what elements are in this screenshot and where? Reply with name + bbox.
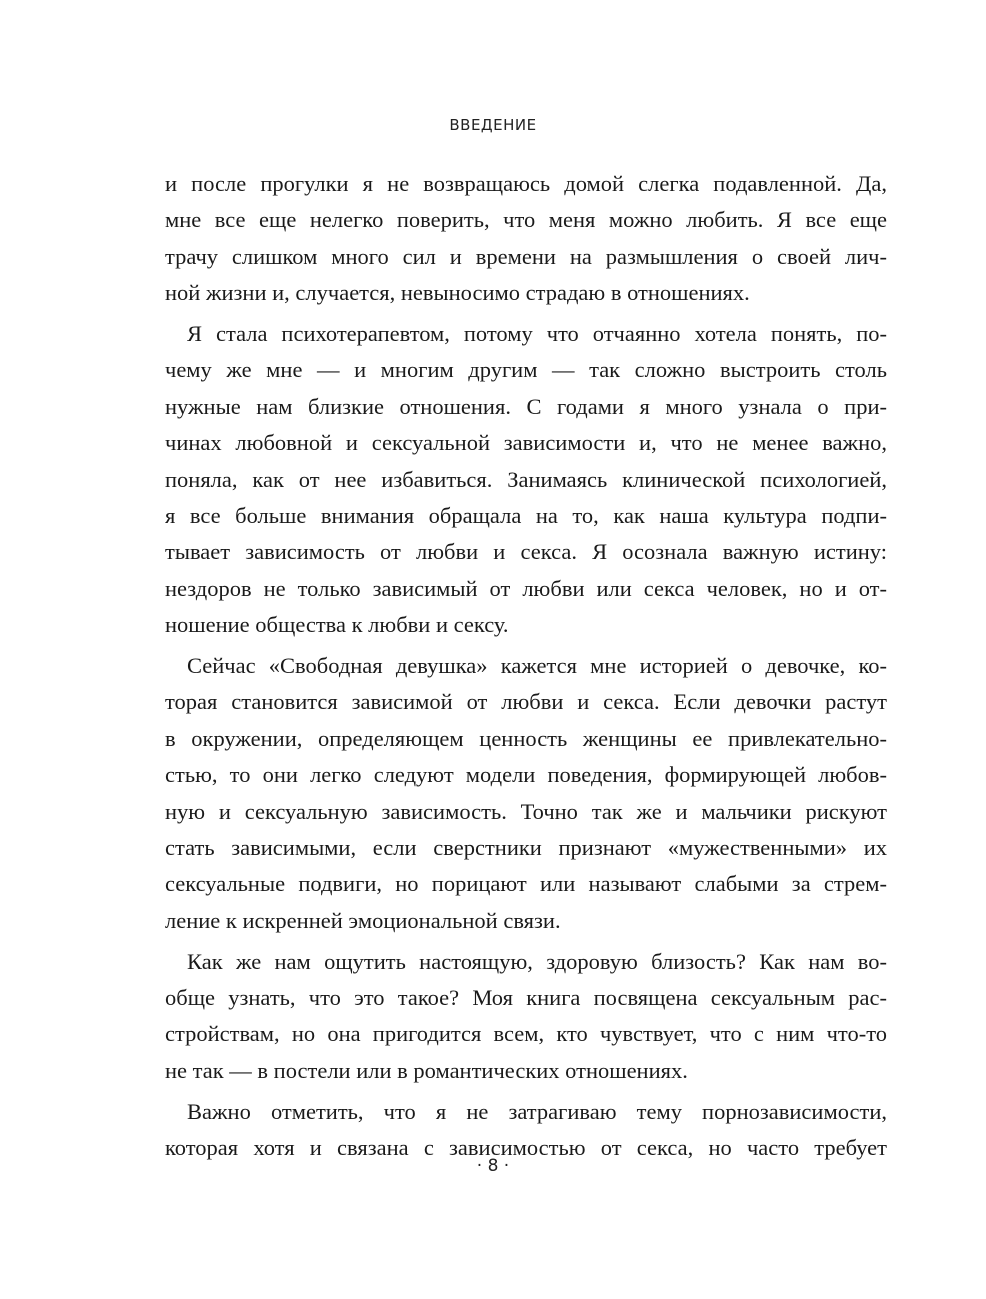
text-line: в окружении, определяющем ценность женщины ее привлекательно- (165, 725, 887, 751)
text-line: трачу слишком много сил и времени на размышления о своей лич- (165, 243, 887, 269)
text-line: стройствам, но она пригодится всем, кто чувствует, что с ним что-то (165, 1021, 887, 1047)
text-line: ной жизни и, случается, невыносимо страдаю в отношениях. (165, 280, 750, 306)
text-line: не так — в постели или в романтических отношениях. (165, 1057, 688, 1083)
text-line: тывает зависимость от любви и секса. Я осознала важную истину: (165, 539, 887, 565)
text-line: Важно отметить, что я не затрагиваю тему порнозависимости, (187, 1098, 887, 1124)
paragraph (165, 944, 887, 1090)
text-line: Сейчас «Свободная девушка» кажется мне историей о девочке, ко- (187, 653, 887, 679)
paragraph (165, 166, 887, 312)
text-line: обще узнать, что это такое? Моя книга посвящена сексуальным рас- (165, 985, 887, 1011)
running-header: ВВЕДЕНИЕ (449, 116, 537, 134)
text-line: поняла, как от нее избавиться. Занимаясь клинической психологией, (165, 466, 887, 492)
text-line: стью, то они легко следуют модели поведения, формирующей любов- (165, 762, 887, 788)
text-line: нездоров не только зависимый от любви или секса человек, но и от- (165, 575, 887, 601)
text-line: сексуальные подвиги, но порицают или называют слабыми за стрем- (165, 871, 887, 897)
text-line: мне все еще нелегко поверить, что меня можно любить. Я все еще (165, 207, 887, 233)
text-line: я все больше внимания обращала на то, как наша культура подпи- (165, 503, 887, 529)
text-line: чинах любовной и сексуальной зависимости и, что не менее важно, (165, 430, 887, 456)
text-line: чему же мне — и многим другим — так сложно выстроить столь (165, 357, 887, 383)
text-line: ношение общества к любви и сексу. (165, 612, 509, 638)
text-line: Я стала психотерапевтом, потому что отчаянно хотела понять, по- (187, 321, 887, 347)
text-line: и после прогулки я не возвращаюсь домой слегка подавленной. Да, (165, 171, 887, 196)
text-line: ную и сексуальную зависимость. Точно так же и мальчики рискуют (165, 798, 887, 824)
text-line: торая становится зависимой от любви и секса. Если девочки растут (165, 689, 887, 715)
text-line: ление к искренней эмоциональной связи. (165, 907, 561, 933)
paragraph (165, 316, 887, 644)
paragraph (165, 648, 887, 939)
text-line: нужные нам близкие отношения. С годами я много узнала о при- (165, 393, 887, 419)
text-line: стать зависимыми, если сверстники признают «мужественными» их (165, 835, 887, 861)
text-line: Как же нам ощутить настоящую, здоровую близость? Как нам во- (187, 948, 887, 974)
text-line: которая хотя и связана с зависимостью от секса, но часто требует (165, 1135, 887, 1161)
body-text (165, 166, 887, 1171)
page-number: · 8 · (476, 1156, 510, 1176)
